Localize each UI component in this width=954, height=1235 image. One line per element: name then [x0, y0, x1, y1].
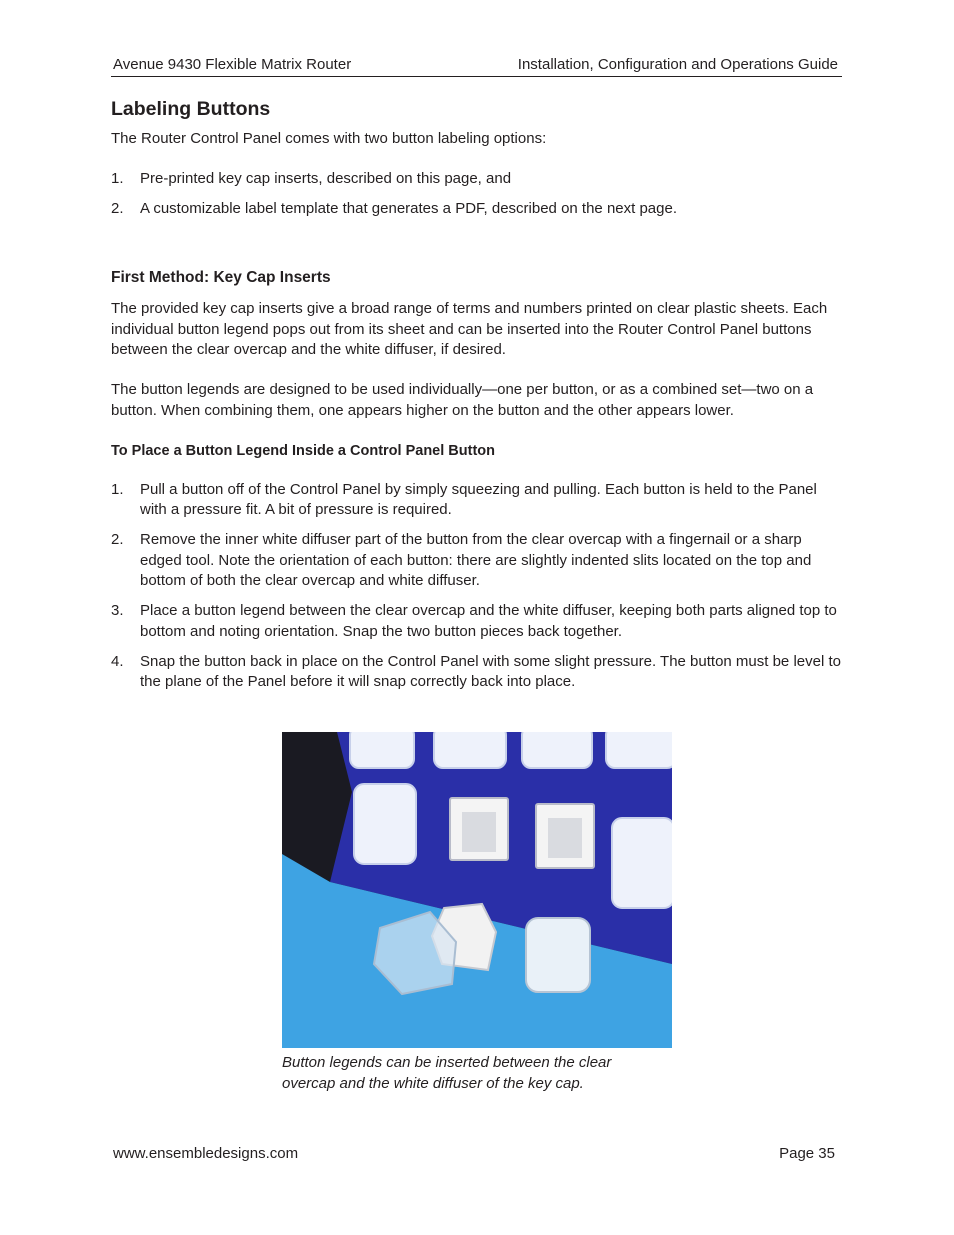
list-item-text: Place a button legend between the clear overcap and the white diffuser, keeping both parts aligned top to bottom and noting orientation. Snap the two button pieces back together. — [140, 602, 837, 640]
header-product-title: Avenue 9430 Flexible Matrix Router — [113, 56, 352, 73]
header-guide-title: Installation, Configuration and Operations Guide — [517, 56, 838, 73]
main-content — [111, 96, 842, 693]
list-item: 4. Snap the button back in place on the Control Panel with some slight pressure. The button must be level to the plane of the Panel before it will snap correctly back into place. — [111, 652, 841, 690]
list-item: 2. Remove the inner white diffuser part of the button from the clear overcap with a fingernail or a sharp edged tool. Note the orientation of each button: there are slightly indented slits located on the top and bottom of both the clear overcap and white diffuser. — [111, 531, 812, 589]
key-cap-photo — [282, 732, 672, 1048]
key-cap-photo-illustration — [282, 732, 672, 1048]
procedure-steps-list — [111, 480, 842, 693]
list-item-text: Snap the button back in place on the Control Panel with some slight pressure. The button must be level to the plane of the Panel before it will snap correctly back into place. — [140, 652, 841, 690]
figure-caption: Button legends can be inserted between the clear overcap and the white diffuser of the key cap. — [282, 1054, 612, 1092]
subsection-title: First Method: Key Cap Inserts — [111, 269, 331, 286]
paragraph: The button legends are designed to be used individually—one per button, or as a combined set—two on a button. When combining them, one appears higher on the button and the other appears lower. — [111, 381, 814, 419]
section-intro: The Router Control Panel comes with two button labeling options: — [111, 130, 547, 147]
list-item-text: Pull a button off of the Control Panel by simply squeezing and pulling. Each button is held to the Panel with a pressure fit. A bit of pressure is required. — [140, 480, 817, 518]
list-item: 3. Place a button legend between the clear overcap and the white diffuser, keeping both parts aligned top to bottom and noting orientation. Snap the two button pieces back together. — [111, 602, 837, 640]
list-item: 1. Pre-printed key cap inserts, described on this page, and — [111, 169, 512, 187]
page-header — [111, 54, 842, 77]
list-item: 2. A customizable label template that generates a PDF, described on the next page. — [111, 199, 677, 217]
list-item-text: Remove the inner white diffuser part of the button from the clear overcap with a fingernail or a sharp edged tool. Note the orientation of each button: there are slightly indented slits located on the top and bottom of both the clear overcap and white diffuser. — [140, 531, 812, 589]
paragraph: The provided key cap inserts give a broad range of terms and numbers printed on clear plastic sheets. Each individual button legend pops out from its sheet and can be inserted into the Router Control Panel buttons between the clear overcap and the white diffuser, if desired. — [111, 300, 828, 358]
footer-page-number: Page 35 — [779, 1145, 835, 1162]
section-title: Labeling Buttons — [111, 98, 271, 120]
labeling-options-list — [111, 169, 842, 220]
list-item-text: Pre-printed key cap inserts, described on this page, and — [140, 169, 512, 187]
procedure-title: To Place a Button Legend Inside a Control Panel Button — [111, 442, 496, 459]
footer-website: www.ensembledesigns.com — [113, 1145, 299, 1162]
list-item: 1. Pull a button off of the Control Panel by simply squeezing and pulling. Each button is held to the Panel with a pressure fit. A bit of pressure is required. — [111, 480, 817, 518]
list-item-text: A customizable label template that generates a PDF, described on the next page. — [140, 199, 677, 217]
